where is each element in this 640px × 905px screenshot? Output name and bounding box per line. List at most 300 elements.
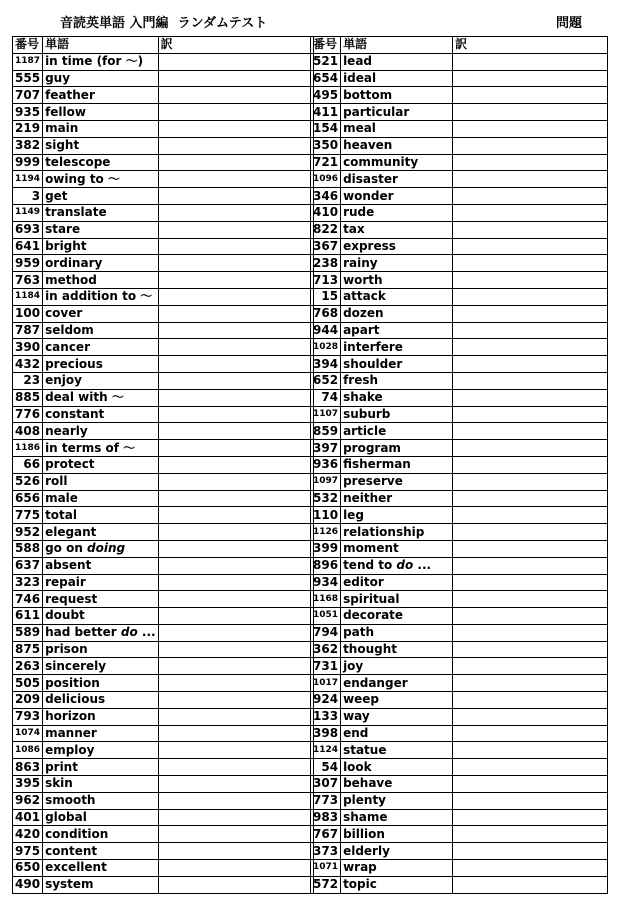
table-row — [311, 759, 608, 776]
word-text: tax — [341, 221, 453, 238]
table-row — [13, 204, 314, 221]
word-number: 1086 — [13, 742, 43, 759]
word-number: 572 — [311, 876, 341, 893]
translation-cell[interactable] — [453, 204, 608, 221]
word-text: joy — [341, 658, 453, 675]
word-text: leg — [341, 507, 453, 524]
word-text: article — [341, 423, 453, 440]
word-text: cancer — [43, 339, 159, 356]
translation-cell[interactable] — [453, 272, 608, 289]
translation-cell[interactable] — [453, 104, 608, 121]
translation-cell[interactable] — [158, 238, 313, 255]
word-number: 411 — [311, 104, 341, 121]
word-text: plenty — [341, 792, 453, 809]
table-row — [13, 776, 314, 793]
word-text: system — [43, 876, 159, 893]
word-number: 935 — [13, 104, 43, 121]
word-text: constant — [43, 406, 159, 423]
table-row — [13, 759, 314, 776]
word-text: delicious — [43, 692, 159, 709]
translation-cell[interactable] — [158, 423, 313, 440]
translation-cell[interactable] — [158, 87, 313, 104]
translation-cell[interactable] — [453, 305, 608, 322]
table-row — [13, 809, 314, 826]
column-header-translation: 訳 — [158, 37, 313, 54]
translation-cell[interactable] — [453, 860, 608, 877]
translation-cell[interactable] — [158, 339, 313, 356]
translation-cell[interactable] — [158, 456, 313, 473]
word-number: 875 — [13, 641, 43, 658]
translation-cell[interactable] — [158, 204, 313, 221]
word-number: 238 — [311, 255, 341, 272]
translation-cell[interactable] — [453, 372, 608, 389]
word-text: moment — [341, 540, 453, 557]
table-row — [311, 591, 608, 608]
table-row — [13, 406, 314, 423]
translation-cell[interactable] — [453, 70, 608, 87]
word-text: translate — [43, 204, 159, 221]
placeholder-verb: do — [396, 558, 414, 573]
word-number: 1017 — [311, 675, 341, 692]
table-row — [13, 322, 314, 339]
word-number: 767 — [311, 826, 341, 843]
word-text: in terms of ～ — [43, 440, 159, 457]
word-text: worth — [341, 272, 453, 289]
translation-cell[interactable] — [453, 221, 608, 238]
translation-cell[interactable] — [453, 742, 608, 759]
word-text: shame — [341, 809, 453, 826]
translation-cell[interactable] — [158, 725, 313, 742]
translation-cell[interactable] — [453, 440, 608, 457]
word-text: stare — [43, 221, 159, 238]
table-row — [13, 120, 314, 137]
table-row — [13, 137, 314, 154]
word-number: 773 — [311, 792, 341, 809]
word-number: 490 — [13, 876, 43, 893]
table-row — [13, 540, 314, 557]
table-row — [13, 221, 314, 238]
word-number: 975 — [13, 843, 43, 860]
translation-cell[interactable] — [453, 708, 608, 725]
translation-cell[interactable] — [453, 154, 608, 171]
word-text: behave — [341, 776, 453, 793]
translation-cell[interactable] — [158, 288, 313, 305]
table-row — [311, 675, 608, 692]
table-row — [311, 624, 608, 641]
word-number: 959 — [13, 255, 43, 272]
translation-cell[interactable] — [453, 524, 608, 541]
translation-cell[interactable] — [158, 540, 313, 557]
translation-cell[interactable] — [158, 70, 313, 87]
word-text: main — [43, 120, 159, 137]
word-number: 15 — [311, 288, 341, 305]
word-number: 775 — [13, 507, 43, 524]
translation-cell[interactable] — [158, 843, 313, 860]
word-number: 505 — [13, 675, 43, 692]
translation-cell[interactable] — [158, 524, 313, 541]
word-table-right — [310, 36, 608, 894]
translation-cell[interactable] — [453, 389, 608, 406]
word-number: 952 — [13, 524, 43, 541]
word-number: 401 — [13, 809, 43, 826]
table-row — [311, 238, 608, 255]
word-text: way — [341, 708, 453, 725]
translation-cell[interactable] — [453, 137, 608, 154]
translation-cell[interactable] — [158, 406, 313, 423]
word-number: 936 — [311, 456, 341, 473]
translation-cell[interactable] — [158, 490, 313, 507]
word-number: 1097 — [311, 473, 341, 490]
word-text: shoulder — [341, 356, 453, 373]
table-row — [311, 288, 608, 305]
translation-cell[interactable] — [453, 423, 608, 440]
word-number: 896 — [311, 557, 341, 574]
table-row — [311, 339, 608, 356]
translation-cell[interactable] — [158, 675, 313, 692]
word-number: 263 — [13, 658, 43, 675]
word-text: endanger — [341, 675, 453, 692]
translation-cell[interactable] — [453, 591, 608, 608]
translation-cell[interactable] — [158, 104, 313, 121]
table-row — [311, 692, 608, 709]
translation-cell[interactable] — [158, 641, 313, 658]
translation-cell[interactable] — [453, 574, 608, 591]
translation-cell[interactable] — [158, 809, 313, 826]
table-row — [311, 137, 608, 154]
word-number: 794 — [311, 624, 341, 641]
translation-cell[interactable] — [453, 792, 608, 809]
translation-cell[interactable] — [453, 557, 608, 574]
word-number: 1124 — [311, 742, 341, 759]
table-row — [311, 87, 608, 104]
word-number: 410 — [311, 204, 341, 221]
translation-cell[interactable] — [158, 608, 313, 625]
table-row — [13, 339, 314, 356]
table-row — [13, 826, 314, 843]
word-number: 962 — [13, 792, 43, 809]
word-text: repair — [43, 574, 159, 591]
word-text: male — [43, 490, 159, 507]
table-row — [13, 154, 314, 171]
table-row — [311, 53, 608, 70]
word-number: 432 — [13, 356, 43, 373]
word-text: lead — [341, 53, 453, 70]
translation-cell[interactable] — [453, 776, 608, 793]
column-header-word: 単語 — [43, 37, 159, 54]
word-text: telescope — [43, 154, 159, 171]
translation-cell[interactable] — [158, 557, 313, 574]
word-text: excellent — [43, 860, 159, 877]
word-number: 323 — [13, 574, 43, 591]
translation-cell[interactable] — [158, 574, 313, 591]
table-row — [13, 860, 314, 877]
word-text: guy — [43, 70, 159, 87]
table-row — [13, 456, 314, 473]
word-number: 1071 — [311, 860, 341, 877]
column-header-number: 番号 — [311, 37, 341, 54]
word-text: look — [341, 759, 453, 776]
word-number: 521 — [311, 53, 341, 70]
word-number: 822 — [311, 221, 341, 238]
table-row — [311, 406, 608, 423]
translation-cell[interactable] — [158, 120, 313, 137]
table-row — [311, 809, 608, 826]
table-row — [311, 524, 608, 541]
translation-cell[interactable] — [453, 456, 608, 473]
table-row — [311, 70, 608, 87]
word-number: 307 — [311, 776, 341, 793]
translation-cell[interactable] — [158, 473, 313, 490]
word-number: 54 — [311, 759, 341, 776]
word-number: 1126 — [311, 524, 341, 541]
translation-cell[interactable] — [158, 255, 313, 272]
word-text: sight — [43, 137, 159, 154]
word-text: billion — [341, 826, 453, 843]
table-row — [13, 87, 314, 104]
translation-cell[interactable] — [158, 860, 313, 877]
translation-cell[interactable] — [453, 490, 608, 507]
translation-cell[interactable] — [158, 658, 313, 675]
table-row — [311, 104, 608, 121]
translation-cell[interactable] — [158, 624, 313, 641]
translation-cell[interactable] — [158, 708, 313, 725]
word-number: 74 — [311, 389, 341, 406]
translation-cell[interactable] — [453, 608, 608, 625]
word-number: 1107 — [311, 406, 341, 423]
translation-cell[interactable] — [158, 171, 313, 188]
word-text: global — [43, 809, 159, 826]
word-text: sincerely — [43, 658, 159, 675]
word-text: attack — [341, 288, 453, 305]
translation-cell[interactable] — [453, 356, 608, 373]
translation-cell[interactable] — [453, 809, 608, 826]
word-number: 763 — [13, 272, 43, 289]
word-number: 863 — [13, 759, 43, 776]
word-text: horizon — [43, 708, 159, 725]
translation-cell[interactable] — [158, 742, 313, 759]
word-text: community — [341, 154, 453, 171]
word-text: method — [43, 272, 159, 289]
word-text: express — [341, 238, 453, 255]
translation-cell[interactable] — [158, 440, 313, 457]
table-row — [311, 120, 608, 137]
table-row — [13, 372, 314, 389]
word-number: 495 — [311, 87, 341, 104]
translation-cell[interactable] — [453, 120, 608, 137]
word-number: 395 — [13, 776, 43, 793]
word-text: position — [43, 675, 159, 692]
word-text: disaster — [341, 171, 453, 188]
word-text: editor — [341, 574, 453, 591]
word-number: 219 — [13, 120, 43, 137]
translation-cell[interactable] — [453, 507, 608, 524]
table-row — [311, 507, 608, 524]
table-row — [13, 742, 314, 759]
table-row — [311, 540, 608, 557]
table-row — [13, 272, 314, 289]
word-number: 394 — [311, 356, 341, 373]
translation-cell[interactable] — [158, 356, 313, 373]
word-text: path — [341, 624, 453, 641]
word-number: 1186 — [13, 440, 43, 457]
word-number: 1168 — [311, 591, 341, 608]
table-row — [13, 624, 314, 641]
table-row — [311, 255, 608, 272]
translation-cell[interactable] — [453, 322, 608, 339]
translation-cell[interactable] — [158, 692, 313, 709]
table-row — [311, 221, 608, 238]
word-number: 693 — [13, 221, 43, 238]
translation-cell[interactable] — [158, 221, 313, 238]
word-text: rude — [341, 204, 453, 221]
word-number: 776 — [13, 406, 43, 423]
word-text: nearly — [43, 423, 159, 440]
translation-cell[interactable] — [453, 339, 608, 356]
translation-cell[interactable] — [158, 826, 313, 843]
word-number: 420 — [13, 826, 43, 843]
word-number: 23 — [13, 372, 43, 389]
sheet-label: 問題 — [556, 16, 583, 31]
table-row — [13, 591, 314, 608]
translation-cell[interactable] — [158, 272, 313, 289]
word-text: get — [43, 188, 159, 205]
word-number: 588 — [13, 540, 43, 557]
table-row — [13, 356, 314, 373]
word-number: 713 — [311, 272, 341, 289]
translation-cell[interactable] — [453, 658, 608, 675]
word-number: 999 — [13, 154, 43, 171]
word-text: statue — [341, 742, 453, 759]
table-row — [13, 876, 314, 893]
word-number: 885 — [13, 389, 43, 406]
table-row — [13, 171, 314, 188]
word-number: 1149 — [13, 204, 43, 221]
table-row — [311, 305, 608, 322]
word-number: 589 — [13, 624, 43, 641]
translation-cell[interactable] — [158, 591, 313, 608]
word-text: tend to do ... — [341, 557, 453, 574]
table-row — [311, 272, 608, 289]
word-text: total — [43, 507, 159, 524]
table-row — [13, 507, 314, 524]
word-text: feather — [43, 87, 159, 104]
table-row — [13, 490, 314, 507]
word-text: weep — [341, 692, 453, 709]
translation-cell[interactable] — [453, 876, 608, 893]
translation-cell[interactable] — [453, 87, 608, 104]
translation-cell[interactable] — [453, 540, 608, 557]
word-number: 66 — [13, 456, 43, 473]
translation-cell[interactable] — [453, 641, 608, 658]
translation-cell[interactable] — [453, 406, 608, 423]
translation-cell[interactable] — [158, 507, 313, 524]
word-number: 768 — [311, 305, 341, 322]
table-row — [311, 473, 608, 490]
table-row — [13, 675, 314, 692]
table-row — [311, 860, 608, 877]
table-row — [13, 238, 314, 255]
word-number: 793 — [13, 708, 43, 725]
translation-cell[interactable] — [453, 238, 608, 255]
translation-cell[interactable] — [158, 322, 313, 339]
word-number: 373 — [311, 843, 341, 860]
translation-cell[interactable] — [453, 188, 608, 205]
translation-cell[interactable] — [158, 876, 313, 893]
translation-cell[interactable] — [158, 389, 313, 406]
word-text: apart — [341, 322, 453, 339]
word-text: in time (for ～) — [43, 53, 159, 70]
word-number: 133 — [311, 708, 341, 725]
table-row — [311, 490, 608, 507]
translation-cell[interactable] — [453, 53, 608, 70]
translation-cell[interactable] — [158, 137, 313, 154]
translation-cell[interactable] — [453, 675, 608, 692]
translation-cell[interactable] — [158, 154, 313, 171]
table-row — [13, 288, 314, 305]
translation-cell[interactable] — [158, 53, 313, 70]
translation-cell[interactable] — [453, 759, 608, 776]
column-header-number: 番号 — [13, 37, 43, 54]
word-number: 3 — [13, 188, 43, 205]
table-row — [311, 725, 608, 742]
table-row — [13, 104, 314, 121]
word-text: rainy — [341, 255, 453, 272]
word-text: end — [341, 725, 453, 742]
translation-cell[interactable] — [158, 188, 313, 205]
table-row — [13, 440, 314, 457]
word-text: seldom — [43, 322, 159, 339]
table-header-row — [311, 37, 608, 54]
word-number: 526 — [13, 473, 43, 490]
translation-cell[interactable] — [453, 624, 608, 641]
word-text: fisherman — [341, 456, 453, 473]
translation-cell[interactable] — [453, 843, 608, 860]
word-text: spiritual — [341, 591, 453, 608]
table-row — [13, 557, 314, 574]
word-text: go on doing — [43, 540, 159, 557]
table-row — [13, 53, 314, 70]
translation-cell[interactable] — [158, 792, 313, 809]
table-row — [13, 524, 314, 541]
translation-cell[interactable] — [158, 372, 313, 389]
translation-cell[interactable] — [158, 759, 313, 776]
translation-cell[interactable] — [453, 255, 608, 272]
translation-cell[interactable] — [453, 288, 608, 305]
word-text: ordinary — [43, 255, 159, 272]
translation-cell[interactable] — [453, 725, 608, 742]
word-text: heaven — [341, 137, 453, 154]
word-number: 1194 — [13, 171, 43, 188]
table-row — [311, 708, 608, 725]
word-text: particular — [341, 104, 453, 121]
table-row — [13, 641, 314, 658]
translation-cell[interactable] — [453, 826, 608, 843]
word-number: 367 — [311, 238, 341, 255]
table-row — [13, 305, 314, 322]
word-text: roll — [43, 473, 159, 490]
translation-cell[interactable] — [453, 473, 608, 490]
translation-cell[interactable] — [453, 171, 608, 188]
placeholder-verb: doing — [87, 541, 126, 556]
word-text: suburb — [341, 406, 453, 423]
translation-cell[interactable] — [453, 692, 608, 709]
column-header-word: 単語 — [341, 37, 453, 54]
word-number: 350 — [311, 137, 341, 154]
word-text: condition — [43, 826, 159, 843]
translation-cell[interactable] — [158, 776, 313, 793]
word-number: 721 — [311, 154, 341, 171]
translation-cell[interactable] — [158, 305, 313, 322]
